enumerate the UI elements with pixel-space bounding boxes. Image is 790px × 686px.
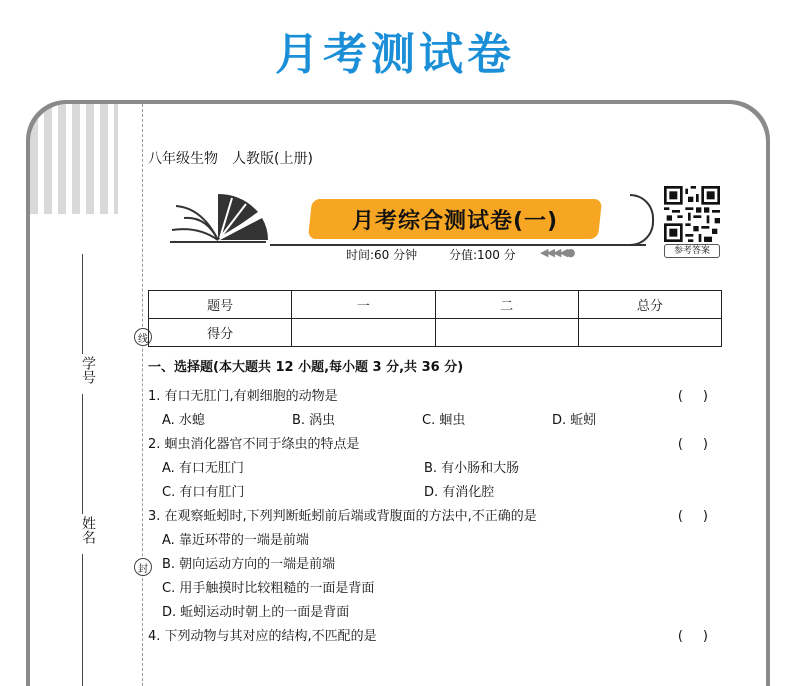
- decorative-arrows-icon: ◀◀◀◀●: [540, 246, 574, 259]
- question-stem: [148, 434, 728, 458]
- score-row-label: 得分: [149, 319, 292, 347]
- score-table: [148, 290, 722, 347]
- answer-bracket[interactable]: (): [677, 629, 728, 644]
- banner-title: 月考测试卷: [275, 29, 515, 80]
- question-text: 2. 蛔虫消化器官不同于绦虫的特点是: [148, 437, 360, 452]
- question-text: 1. 有口无肛门,有刺细胞的动物是: [148, 389, 338, 404]
- question-text: 3. 在观察蚯蚓时,下列判断蚯蚓前后端或背腹面的方法中,不正确的是: [148, 509, 537, 524]
- option-item: B. 有小肠和大肠: [424, 461, 520, 476]
- question-text: 4. 下列动物与其对应的结构,不匹配的是: [148, 629, 377, 644]
- score-cell[interactable]: [292, 319, 435, 347]
- score-table-header-row: [149, 291, 722, 319]
- option-list: [148, 530, 728, 626]
- margin-rule: [82, 254, 83, 354]
- qr-caption: 参考答案: [664, 244, 720, 258]
- option-item: D. 有消化腔: [424, 485, 495, 500]
- section-heading: 一、选择题(本大题共 12 小题,每小题 3 分,共 36 分): [148, 360, 464, 375]
- score-table-header: 一: [292, 291, 435, 319]
- option-list: [148, 458, 728, 506]
- option-item: C. 蛔虫: [422, 413, 466, 428]
- option-item: A. 有口无肛门: [162, 461, 244, 476]
- paper-title: 月考综合测试卷(一): [351, 208, 559, 234]
- title-bracket: [630, 194, 654, 246]
- student-id-label: 学号: [80, 356, 96, 384]
- answer-bracket[interactable]: (): [677, 509, 728, 524]
- margin-rule: [82, 394, 83, 514]
- score-table-header: 题号: [149, 291, 292, 319]
- paper-title-badge: [308, 199, 602, 239]
- time-limit: 时间:60 分钟: [346, 248, 418, 262]
- subject-line: 八年级生物 人教版(上册): [148, 151, 313, 167]
- answer-bracket[interactable]: (): [677, 389, 728, 404]
- time-score-line: [346, 246, 544, 263]
- qr-code-icon: [664, 186, 720, 242]
- seal-line-circle: 线: [134, 328, 152, 346]
- margin-rule: [82, 554, 83, 686]
- score-table-header: 二: [435, 291, 578, 319]
- open-book-icon: [162, 188, 274, 248]
- option-item: B. 涡虫: [292, 413, 336, 428]
- option-item: A. 水螅: [162, 413, 205, 428]
- option-item: D. 蚯蚓运动时朝上的一面是背面: [162, 605, 350, 620]
- decorative-stripes: [30, 104, 118, 214]
- question-stem: [148, 506, 728, 530]
- option-item: D. 蚯蚓: [552, 413, 597, 428]
- question-stem: [148, 626, 728, 650]
- option-list: [148, 410, 728, 434]
- score-table-row: [149, 319, 722, 347]
- score-cell[interactable]: [578, 319, 721, 347]
- score-table-header: 总分: [578, 291, 721, 319]
- option-item: C. 用手触摸时比较粗糙的一面是背面: [162, 581, 375, 596]
- binding-line: [142, 104, 143, 686]
- answer-bracket[interactable]: (): [677, 437, 728, 452]
- question-stem: [148, 386, 728, 410]
- seal-seal-circle: 封: [134, 558, 152, 576]
- score-cell[interactable]: [435, 319, 578, 347]
- question-section: [148, 358, 728, 650]
- total-score: 分值:100 分: [448, 248, 516, 262]
- name-label: 姓名: [80, 516, 96, 544]
- option-item: B. 朝向运动方向的一端是前端: [162, 557, 336, 572]
- exam-sheet: [30, 104, 766, 686]
- option-item: C. 有口有肛门: [162, 485, 245, 500]
- option-item: A. 靠近环带的一端是前端: [162, 533, 309, 548]
